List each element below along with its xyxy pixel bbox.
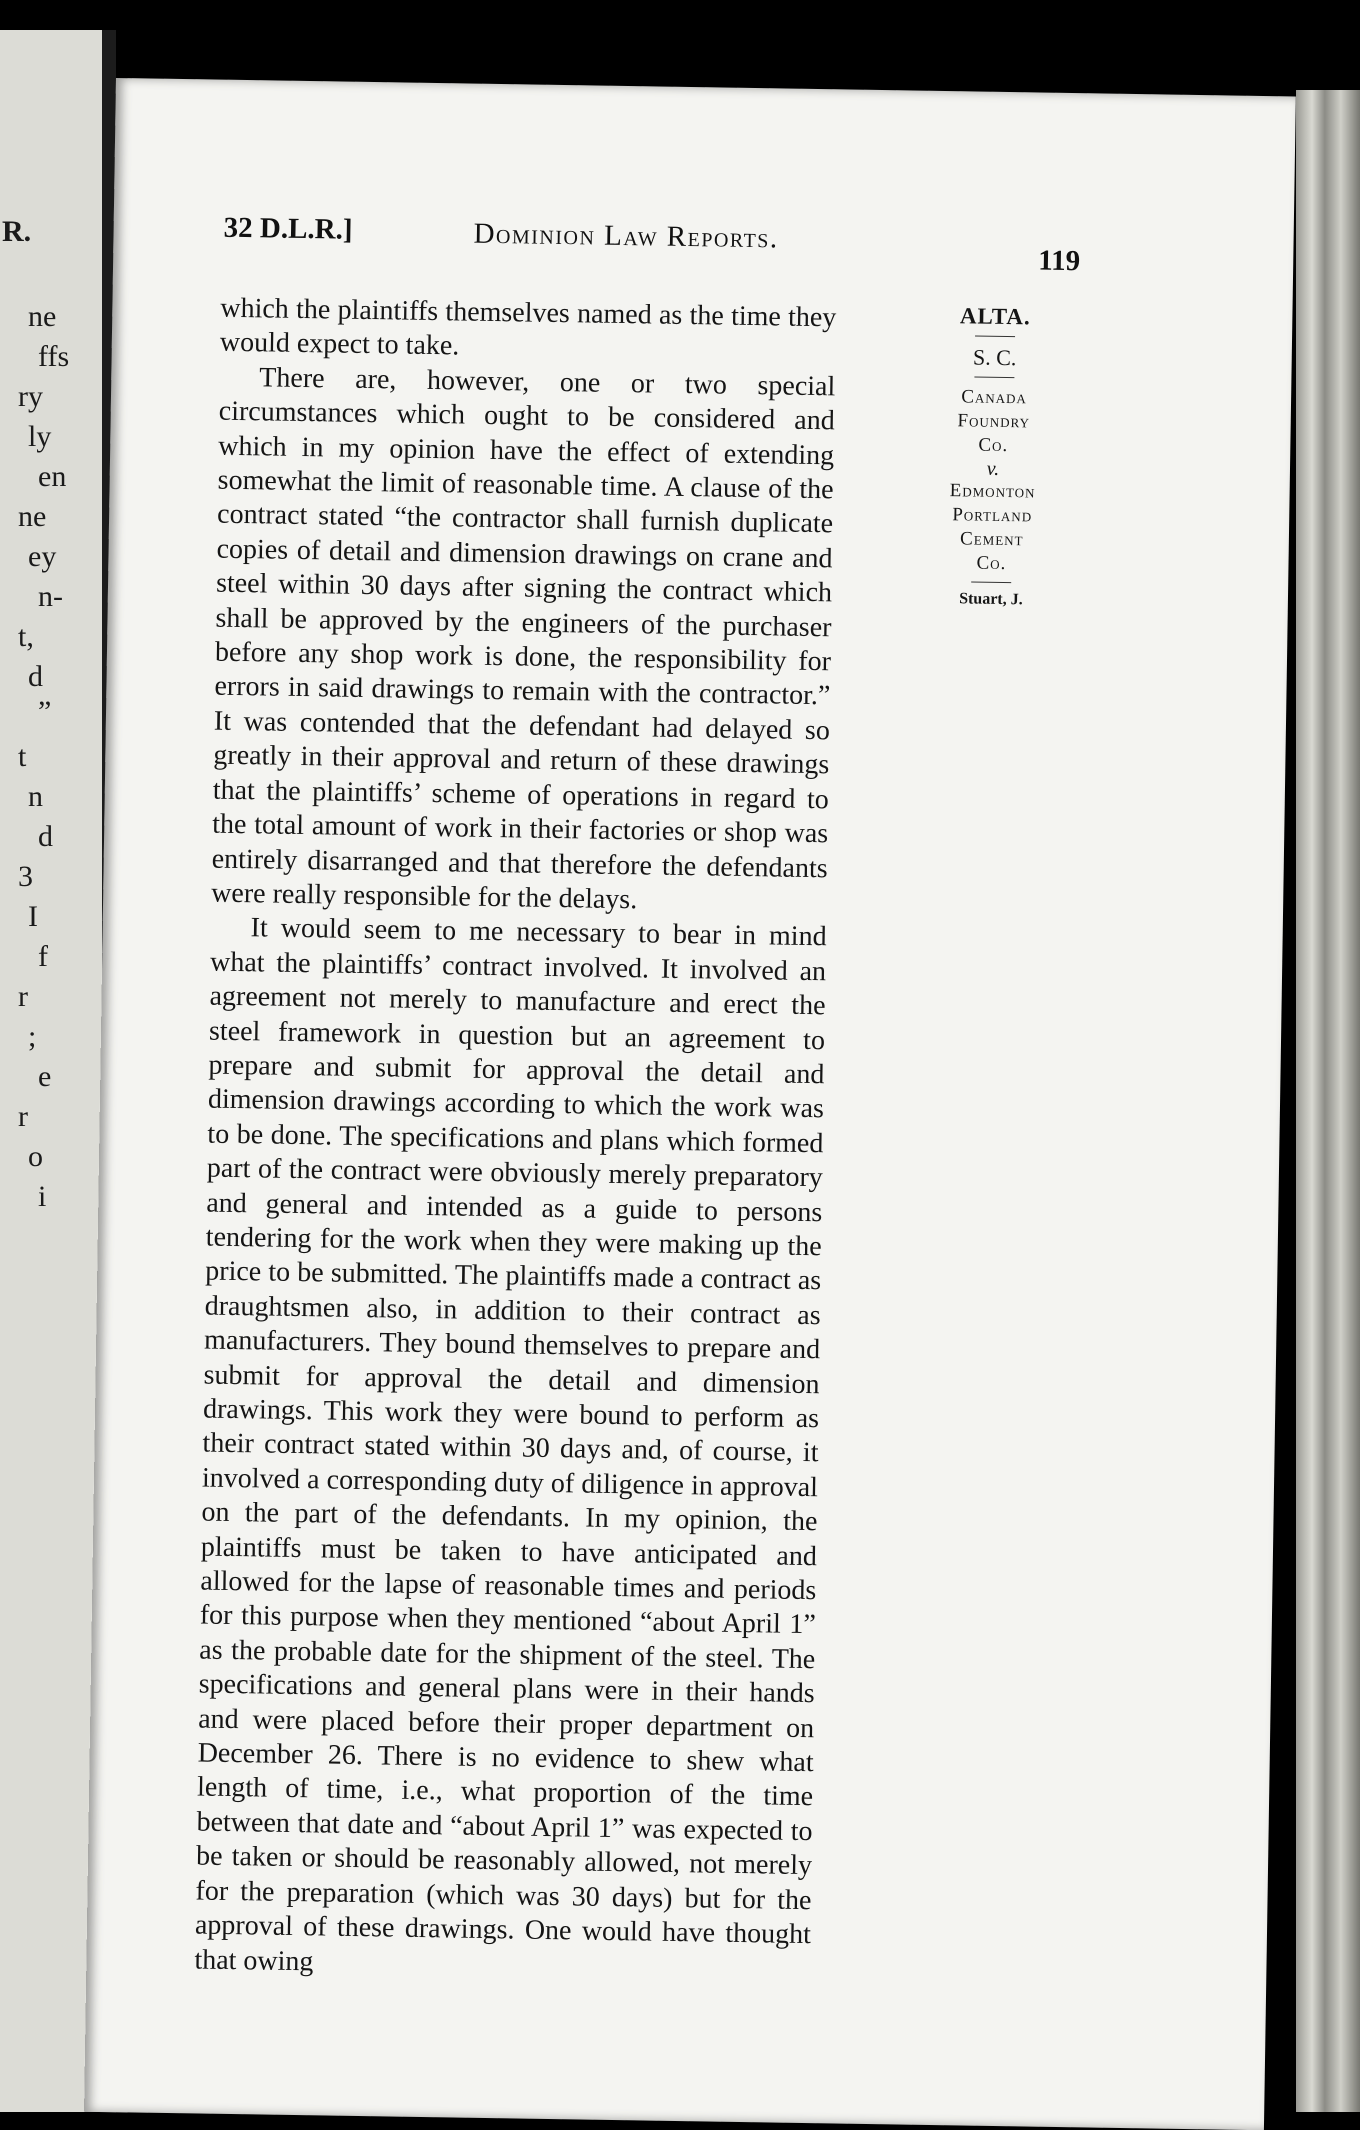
facing-page-fragment: t,: [18, 620, 34, 653]
page-edge-stack: [1296, 90, 1360, 2112]
paragraph-contract-involved: It would seem to me necessary to bear in mind what the plaintiffs’ contract involved. It involved an agreement not merely to manufacture and erect the steel framework in question but an agreement to prepare and submit for approval the detail and dimension drawings according to which the work was to be done. The specifications and plans which formed part of the contract were obviously merely preparatory and general and intended as a guide to persons tendering for the work when they were making up the price to be submitted. The plaintiffs made a contract as draughtsmen also, in addition to their contract as manufacturers. They bound themselves to prepare and submit for approval the detail and dimension drawings. This work they were bound to perform as their contract stated within 30 days and, of course, it involved a corresponding duty of diligence in approval on the part of the defendants. In my opinion, the plaintiffs must be taken to have anticipated and allowed for the lapse of reasonable times and periods for this purpose when they mentioned “about April 1” as the probable date for the shipment of the steel. The specifications and general plans were in their hands and were placed before their proper department on December 26. There is no evidence to shew what length of time, i.e., what proportion of the time between that date and “about April 1” was expected to be taken or should be reasonably allowed, not merely for the preparation (which was 30 days) but for the approval of these drawings. One would have thought that owing: [194, 912, 827, 1977]
facing-page-fragment: r: [18, 980, 28, 1013]
volume-reference: 32 D.L.R.]: [223, 211, 353, 246]
facing-page-fragment: n-: [38, 580, 63, 613]
province-label: ALTA.: [959, 303, 1031, 330]
plaintiff-name-line: Foundry: [957, 410, 1031, 433]
case-margin-note: [916, 303, 1071, 610]
facing-page-fragment: d: [28, 660, 43, 693]
facing-page-fragment: ne: [18, 500, 47, 533]
book-page: [84, 78, 1296, 2130]
facing-page-fragment: e: [38, 1060, 52, 1093]
facing-page-fragment: d: [38, 820, 53, 853]
publication-title: Dominion Law Reports.: [473, 217, 779, 255]
plaintiff-name-line: Co.: [978, 434, 1009, 457]
facing-page-fragment: I: [28, 900, 38, 933]
facing-page-fragment: ly: [28, 420, 52, 453]
margin-divider: [971, 581, 1011, 583]
plaintiff-name-line: Canada: [961, 386, 1028, 409]
facing-page-fragment: 3: [18, 860, 33, 893]
versus-label: v.: [986, 457, 1000, 480]
facing-page-fragment: R.: [2, 215, 32, 248]
margin-divider: [975, 336, 1015, 338]
facing-page-fragment: f: [38, 940, 48, 973]
facing-page-fragment: n: [28, 780, 43, 813]
facing-page-fragment: en: [38, 460, 67, 493]
facing-page-fragment: ne: [28, 300, 57, 333]
paragraph-special-circumstances: There are, however, one or two special circumstances which ought to be considered and which in my opinion have the effect of extending somewhat the limit of reasonable time. A clause of the contract stated “the contractor shall furnish duplicate copies of detail and dimension drawings on crane and steel within 30 days after signing the contract which shall be approved by the engineers of the purchaser before any shop work is done, the responsibility for errors in said drawings to remain with the contractor.” It was contended that the defendant had delayed so greatly in their approval and return of these drawings that the plaintiffs’ scheme of operations in regard to the total amount of work in their factories or shop was entirely disarranged and that therefore the defendants were really responsible for the delays.: [210, 362, 836, 916]
facing-page-fragment: r: [18, 1100, 28, 1133]
defendant-name-line: Co.: [976, 552, 1007, 575]
facing-page-fragment: ey: [28, 540, 57, 573]
body-text: [194, 292, 836, 1987]
facing-page-fragment: i: [38, 1180, 47, 1213]
defendant-name-line: Cement: [959, 528, 1024, 551]
defendant-name-line: Portland: [952, 504, 1033, 527]
page-number: 119: [1037, 244, 1081, 278]
facing-page-fragment: ;: [28, 1020, 37, 1053]
facing-page-fragment: ry: [18, 380, 43, 413]
judge-label: Stuart, J.: [959, 590, 1023, 609]
facing-page-fragment: o: [28, 1140, 43, 1173]
running-header: [223, 211, 1224, 278]
defendant-name-line: Edmonton: [949, 480, 1036, 503]
facing-page-fragment: ”: [38, 695, 52, 728]
facing-page-fragment: t: [18, 740, 27, 773]
margin-divider: [974, 377, 1014, 379]
paragraph-continued: which the plaintiffs themselves named as the time they would expect to take.: [219, 292, 837, 362]
facing-page-fragment: ffs: [38, 340, 70, 373]
court-label: S. C.: [972, 344, 1017, 371]
